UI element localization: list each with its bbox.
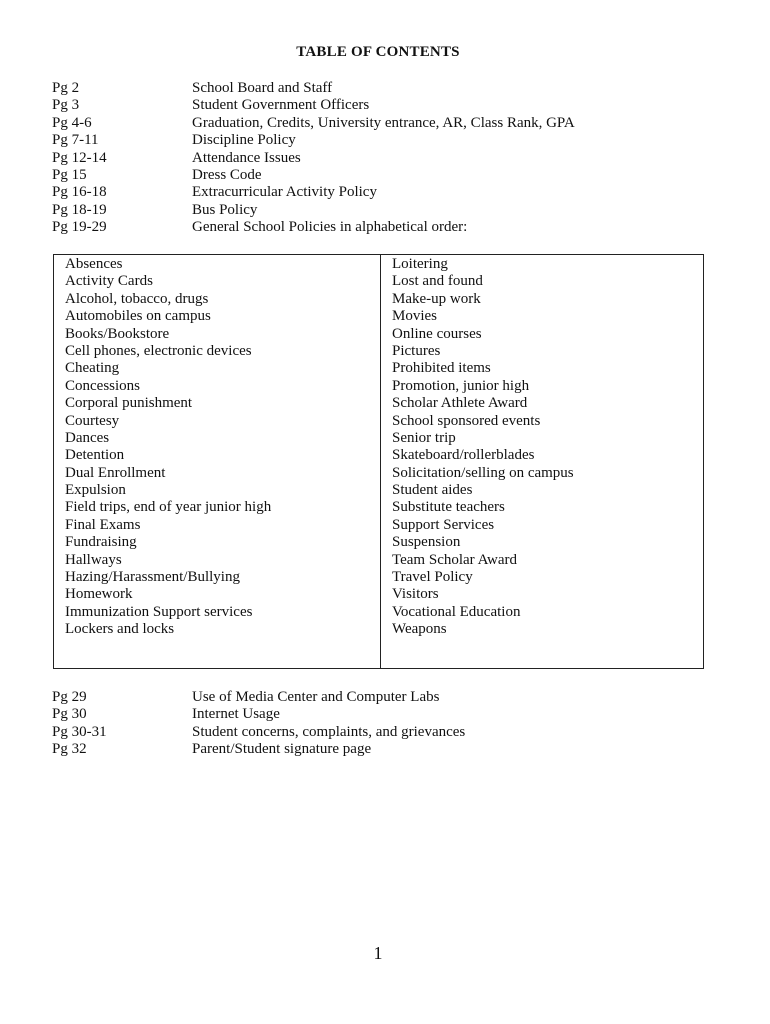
toc-section-title: Attendance Issues: [192, 149, 301, 166]
policy-item: Pictures: [392, 342, 441, 359]
toc-page-ref: Pg 4-6: [52, 114, 92, 131]
policy-item: Final Exams: [65, 516, 141, 533]
policy-item: Courtesy: [65, 412, 120, 429]
toc-page-ref: Pg 2: [52, 80, 80, 96]
toc-row: [52, 80, 732, 97]
toc-section-title: General School Policies in alphabetical order:: [192, 219, 468, 236]
toc-page-ref: Pg 19-29: [52, 219, 107, 236]
policy-item: Books/Bookstore: [65, 325, 170, 342]
toc-row: [52, 167, 732, 184]
policy-item: Prohibited items: [392, 360, 491, 377]
toc-row: [52, 689, 732, 706]
toc-row: [52, 184, 732, 201]
policy-item: Solicitation/selling on campus: [392, 464, 574, 481]
toc-row: [52, 97, 732, 114]
toc-section-title: Use of Media Center and Computer Labs: [192, 689, 440, 705]
toc-section-title: Student Government Officers: [192, 97, 370, 114]
toc-page-ref: Pg 7-11: [52, 132, 99, 149]
toc-section-title: Parent/Student signature page: [192, 741, 372, 758]
toc-list-bottom: [52, 689, 732, 759]
policy-item: Absences: [65, 256, 123, 272]
policy-item: Senior trip: [392, 429, 456, 446]
toc-page-ref: Pg 3: [52, 97, 80, 114]
policy-item: Student aides: [392, 482, 473, 499]
toc-row: [52, 724, 732, 741]
policy-item: Skateboard/rollerblades: [392, 447, 535, 464]
toc-page-ref: Pg 16-18: [52, 184, 107, 201]
policy-item: Online courses: [392, 325, 482, 342]
policy-item: Detention: [65, 447, 125, 464]
policy-item: Suspension: [392, 534, 461, 551]
toc-section-title: Discipline Policy: [192, 132, 296, 149]
toc-section-title: Extracurricular Activity Policy: [192, 184, 377, 201]
policies-column-left: [54, 255, 381, 668]
toc-section-title: Bus Policy: [192, 201, 258, 218]
policy-item: Lockers and locks: [65, 621, 175, 638]
policy-item: Weapons: [392, 621, 447, 638]
policy-item: Visitors: [392, 586, 439, 603]
policy-item: Concessions: [65, 377, 140, 394]
toc-page-ref: Pg 30-31: [52, 723, 107, 740]
policy-item: Loitering: [392, 256, 448, 272]
document-title: TABLE OF CONTENTS: [296, 44, 460, 60]
toc-list-top: [52, 80, 732, 237]
toc-section-title: Student concerns, complaints, and grievances: [192, 723, 466, 740]
policy-item: Dances: [65, 429, 110, 446]
policy-item: Promotion, junior high: [392, 377, 530, 394]
policy-item: Scholar Athlete Award: [392, 395, 528, 412]
toc-row: [52, 132, 732, 149]
policy-item: Substitute teachers: [392, 499, 505, 516]
toc-row: [52, 219, 732, 236]
toc-section-title: Graduation, Credits, University entrance, AR, Class Rank, GPA: [192, 114, 575, 131]
policy-item: Support Services: [392, 516, 495, 533]
toc-page-ref: Pg 12-14: [52, 149, 107, 166]
toc-page-ref: Pg 18-19: [52, 201, 107, 218]
policy-item: Travel Policy: [392, 569, 473, 586]
policy-item: Vocational Education: [392, 603, 521, 620]
toc-page-ref: Pg 29: [52, 689, 87, 705]
policy-item: Fundraising: [65, 534, 137, 551]
toc-section-title: Internet Usage: [192, 706, 280, 723]
policy-item: Movies: [392, 308, 437, 325]
policy-item: Field trips, end of year junior high: [65, 499, 272, 516]
policy-item: Immunization Support services: [65, 603, 253, 620]
policy-item: Automobiles on campus: [65, 308, 211, 325]
policy-item: Cell phones, electronic devices: [65, 342, 252, 359]
policy-item: School sponsored events: [392, 412, 541, 429]
policies-column-right: [381, 255, 703, 668]
policy-item: Hazing/Harassment/Bullying: [65, 569, 240, 586]
policies-table: [53, 254, 704, 669]
policy-item: Make-up work: [392, 290, 481, 307]
toc-page-ref: Pg 15: [52, 166, 87, 183]
policy-item: Corporal punishment: [65, 395, 193, 412]
policy-item: Expulsion: [65, 482, 126, 499]
toc-section-title: School Board and Staff: [192, 80, 333, 96]
policy-item: Team Scholar Award: [392, 551, 518, 568]
policy-item: Activity Cards: [65, 273, 153, 290]
toc-row: [52, 706, 732, 723]
page-number: 1: [373, 943, 383, 963]
policy-item: Cheating: [65, 360, 120, 377]
policy-item: Alcohol, tobacco, drugs: [65, 290, 209, 307]
toc-section-title: Dress Code: [192, 166, 262, 183]
policy-item: Lost and found: [392, 273, 483, 290]
policy-item: Hallways: [65, 551, 122, 568]
toc-page-ref: Pg 32: [52, 741, 87, 758]
policy-item: Dual Enrollment: [65, 464, 166, 481]
toc-page-ref: Pg 30: [52, 706, 87, 723]
policy-item: Homework: [65, 586, 133, 603]
toc-row: [52, 741, 732, 758]
toc-row: [52, 115, 732, 132]
toc-row: [52, 202, 732, 219]
toc-row: [52, 150, 732, 167]
